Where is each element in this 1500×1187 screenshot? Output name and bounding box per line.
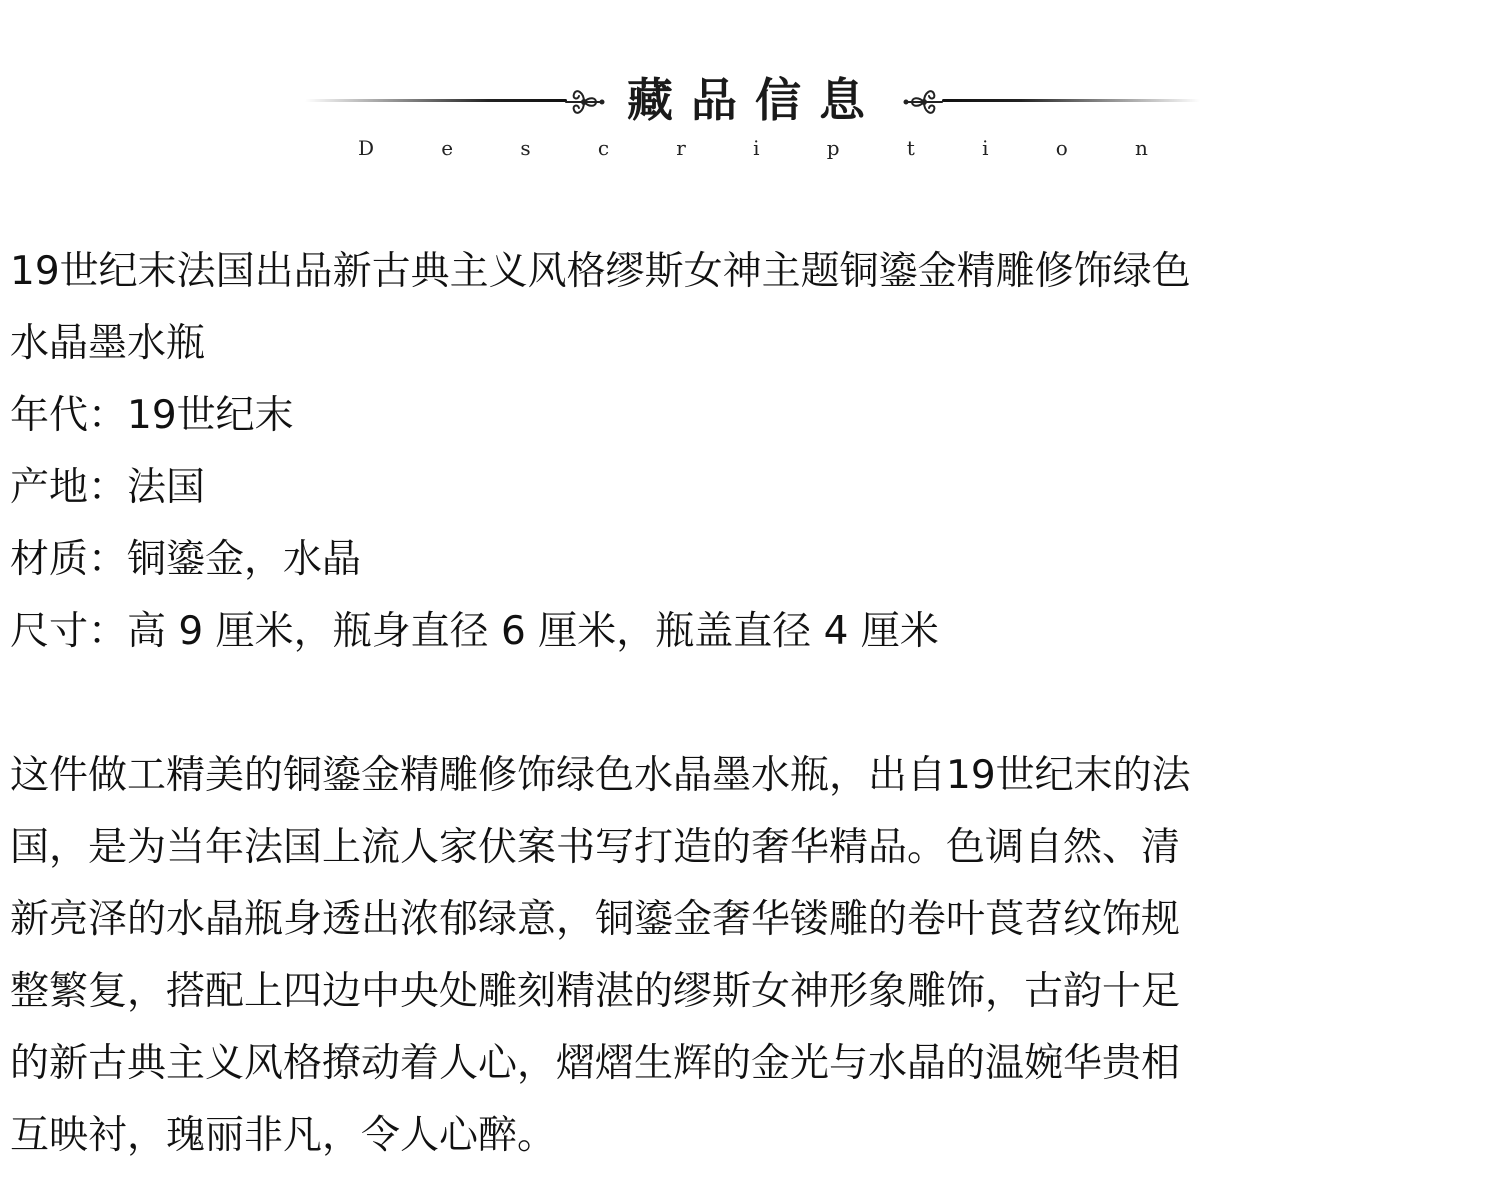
subtitle-letter: s — [520, 136, 531, 160]
subtitle-letter: p — [826, 136, 840, 160]
description-line: 整繁复，搭配上四边中央处雕刻精湛的缪斯女神形象雕饰，古韵十足 — [10, 969, 1181, 1014]
section-subtitle — [358, 134, 1148, 162]
collection-info — [10, 236, 1480, 668]
subtitle-letter: i — [982, 136, 989, 160]
description-line: 新亮泽的水晶瓶身透出浓郁绿意，铜鎏金奢华镂雕的卷叶莨苕纹饰规 — [10, 897, 1181, 942]
subtitle-letter: e — [441, 136, 454, 160]
item-title-line-1: 19世纪末法国出品新古典主义风格缪斯女神主题铜鎏金精雕修饰绿色 — [10, 249, 1191, 294]
subtitle-letter: D — [358, 136, 375, 160]
item-title-line-2: 水晶墨水瓶 — [10, 321, 206, 366]
info-era: 年代：19世纪末 — [10, 393, 294, 438]
info-material: 材质：铜鎏金，水晶 — [10, 537, 362, 582]
left-flourish-ornament-icon — [560, 78, 608, 126]
section-header — [0, 0, 1500, 180]
description-line: 这件做工精美的铜鎏金精雕修饰绿色水晶墨水瓶，出自19世纪末的法 — [10, 753, 1191, 798]
info-origin: 产地：法国 — [10, 465, 206, 510]
description-line: 互映衬，瑰丽非凡，令人心醉。 — [10, 1113, 557, 1158]
description-line: 国，是为当年法国上流人家伏案书写打造的奢华精品。色调自然、清 — [10, 825, 1181, 870]
section-title: 藏品信息 — [627, 73, 883, 127]
item-description — [10, 740, 1480, 1172]
left-divider-line — [305, 99, 567, 102]
subtitle-letter: i — [753, 136, 760, 160]
right-divider-line — [942, 99, 1200, 102]
subtitle-letter: t — [906, 136, 915, 160]
subtitle-letter: n — [1134, 136, 1148, 160]
subtitle-letter: c — [597, 136, 610, 160]
subtitle-letter: o — [1055, 136, 1068, 160]
info-size: 尺寸：高 9 厘米，瓶身直径 6 厘米，瓶盖直径 4 厘米 — [10, 609, 939, 654]
subtitle-letter: r — [676, 136, 686, 160]
right-flourish-ornament-icon — [900, 78, 948, 126]
description-line: 的新古典主义风格撩动着人心，熠熠生辉的金光与水晶的温婉华贵相 — [10, 1041, 1181, 1086]
